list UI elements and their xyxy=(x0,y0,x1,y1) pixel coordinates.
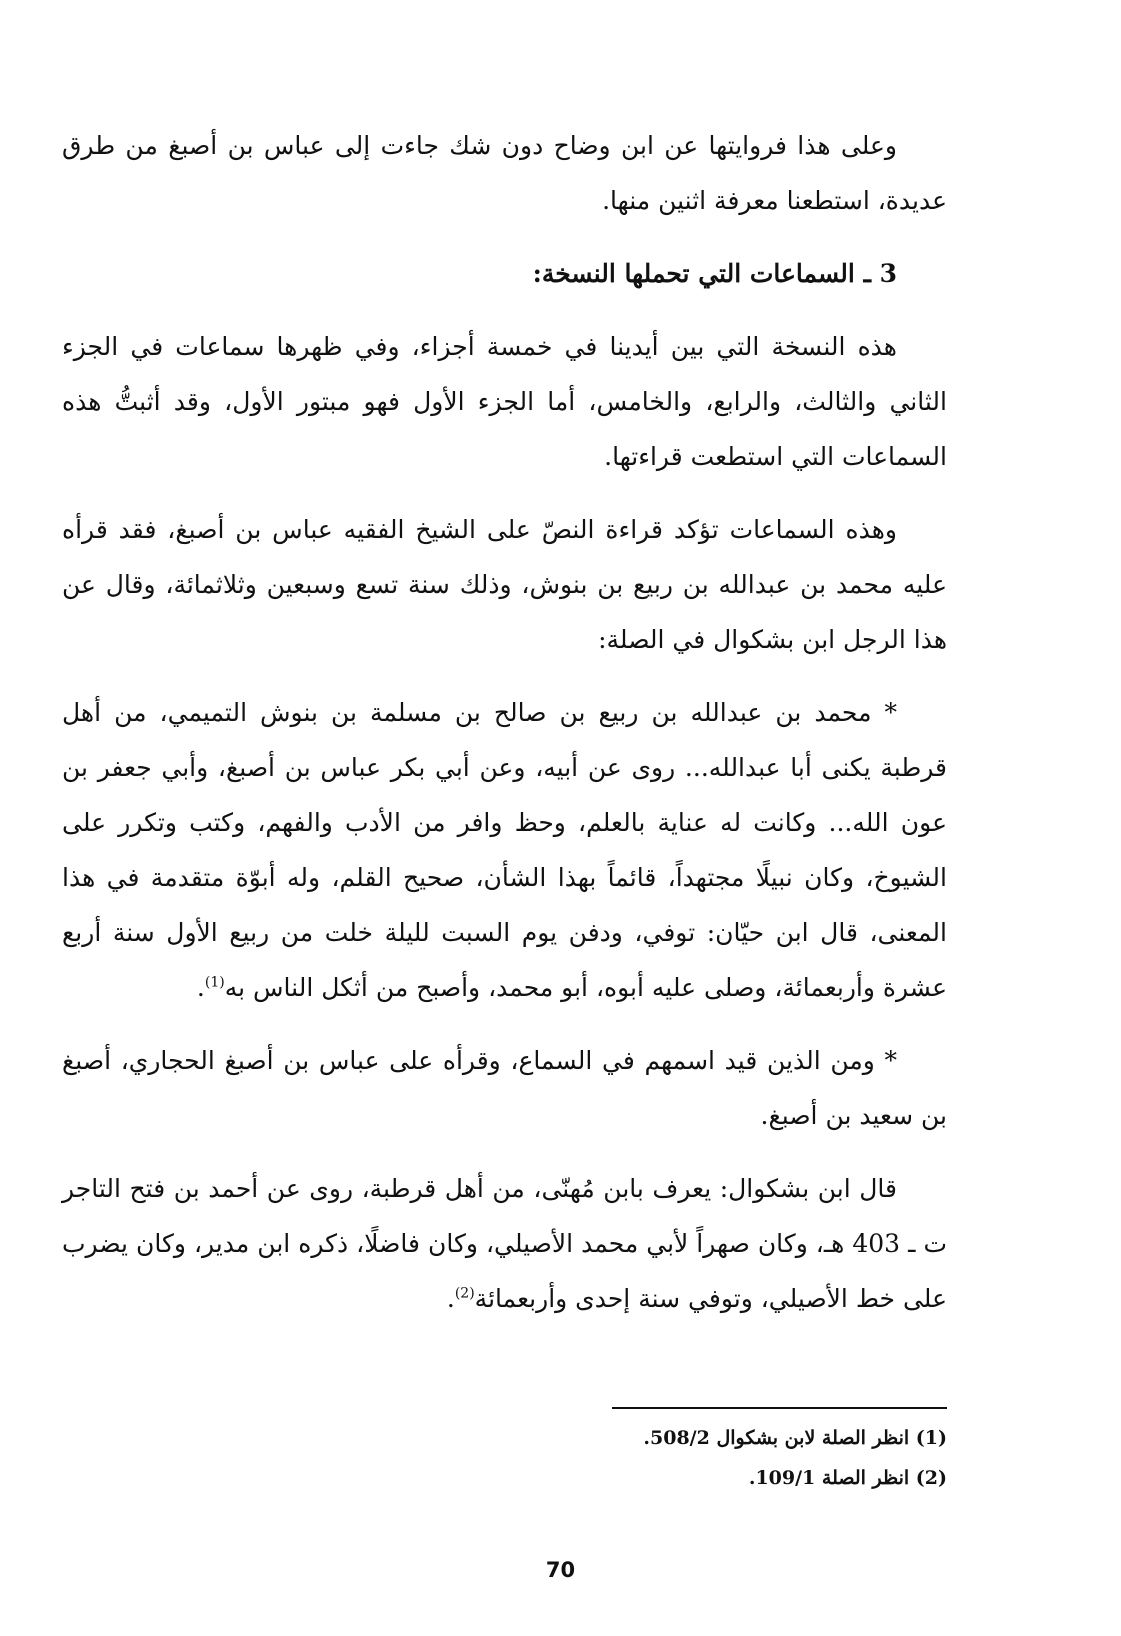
footnote-1: (1) انظر الصلة لابن بشكوال 508/2. xyxy=(643,1427,947,1449)
footnote-ref-1[interactable]: (1) xyxy=(204,974,225,991)
paragraph-6-end: . xyxy=(446,1284,455,1313)
paragraph-3: وهذه السماعات تؤكد قراءة النصّ على الشيخ الفقيه عباس بن أصبغ، فقد قرأه عليه محمد بن عبدالله بن ربيع بن بنوش، وذلك سنة تسع وسبعين وثلاثمائة، وقال عن هذا الرجل ابن بشكوال في الصلة: xyxy=(62,515,947,654)
paragraph-2: هذه النسخة التي بين أيدينا في خمسة أجزاء، وفي ظهرها سماعات في الجزء الثاني والثالث، والرابع، والخامس، أما الجزء الأول فهو مبتور الأول، وقد أثبتُّ هذه السماعات التي استطعت قراءتها. xyxy=(62,332,947,471)
paragraph-4-end: . xyxy=(196,973,205,1002)
paragraph-6 xyxy=(62,1161,947,1326)
footnote-ref-2[interactable]: (2) xyxy=(454,1285,475,1302)
footnote-divider xyxy=(612,1407,947,1409)
section-heading: 3 ـ السماعات التي تحملها النسخة: xyxy=(532,259,897,288)
paragraph-1: وعلى هذا فروايتها عن ابن وضاح دون شك جاءت إلى عباس بن أصبغ من طرق عديدة، استطعنا معرفة اثنين منها. xyxy=(62,131,947,215)
paragraph-6-text: قال ابن بشكوال: يعرف بابن مُهنّى، من أهل قرطبة، روى عن أحمد بن فتح التاجر ت ـ 403 هـ، وكان صهراً لأبي محمد الأصيلي، وكان فاضلًا، ذكره ابن مدير، وكان يضرب على خط الأصيلي، وتوفي سنة إحدى وأربعمائة xyxy=(62,1174,947,1313)
page-number: 70 xyxy=(545,1558,576,1582)
paragraph-5: * ومن الذين قيد اسمهم في السماع، وقرأه على عباس بن أصبغ الحجاري، أصبغ بن سعيد بن أصبغ. xyxy=(62,1046,947,1130)
paragraph-4-text: * محمد بن عبدالله بن ربيع بن صالح بن مسلمة بن بنوش التميمي، من أهل قرطبة يكنى أبا عبدالله... روى عن أبيه، وعن أبي بكر عباس بن أصبغ، وأبي جعفر بن عون الله... وكانت له عناية بالعلم، وحظ وافر من الأدب والفهم، وكتب وتكرر على الشيوخ، وكان نبيلًا مجتهداً، قائماً بهذا الشأن، صحيح القلم، وله أبوّة متقدمة في هذا المعنى، قال ابن حيّان: توفي، ودفن يوم السبت لليلة خلت من ربيع الأول سنة أربع عشرة وأربعمائة، وصلى عليه أبوه، أبو محمد، وأصبح من أثكل الناس به xyxy=(62,698,947,1002)
paragraph-4-quote xyxy=(62,685,947,1015)
page-body xyxy=(62,118,947,1344)
footnote-2: (2) انظر الصلة 109/1. xyxy=(748,1467,947,1489)
footnotes xyxy=(347,1418,947,1498)
